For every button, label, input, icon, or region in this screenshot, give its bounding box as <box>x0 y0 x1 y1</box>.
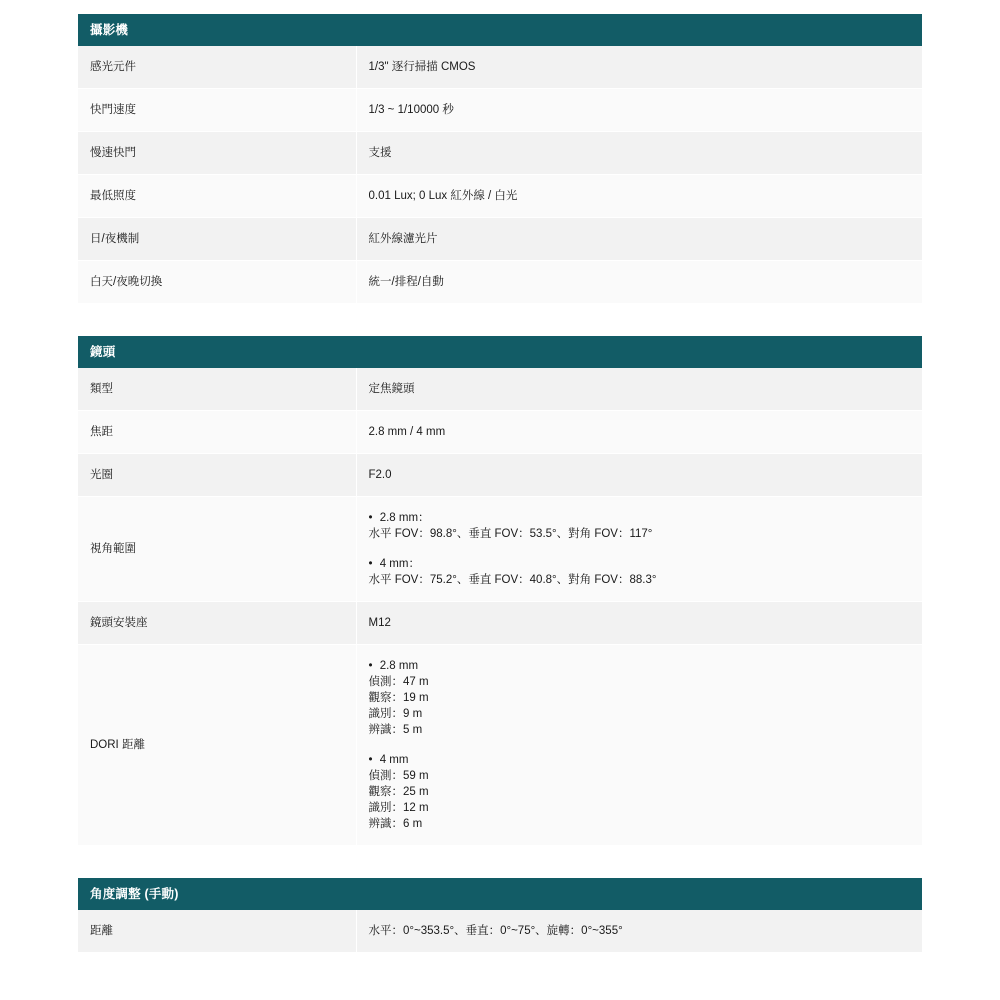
table-row <box>78 46 922 89</box>
spec-value-text: 2.8 mm / 4 mm <box>368 426 446 438</box>
spec-sub-line: 觀察：19 m <box>368 692 429 704</box>
table-row <box>78 261 922 304</box>
spec-label: DORI 距離 <box>78 645 356 846</box>
table-row <box>78 645 922 846</box>
table-row <box>78 411 922 454</box>
table-row <box>78 497 922 602</box>
spec-value-text: 1/3 ~ 1/10000 秒 <box>368 104 454 116</box>
spec-value <box>356 89 922 132</box>
spec-sub-line: 偵測：59 m <box>368 770 429 782</box>
table-row <box>78 89 922 132</box>
spec-bullet-line <box>369 510 913 526</box>
spec-table <box>78 46 922 304</box>
spec-bullet-label: 4 mm： <box>379 558 420 570</box>
spec-sub-line: 辨識：6 m <box>368 818 423 830</box>
spec-value <box>356 645 922 846</box>
table-row <box>78 368 922 411</box>
spec-value-group <box>369 752 913 832</box>
spec-value-text: 支援 <box>368 147 392 159</box>
spec-value-text: 1/3" 逐行掃描 CMOS <box>368 61 476 73</box>
spec-value-text: 0.01 Lux; 0 Lux 紅外線 / 白光 <box>368 190 518 202</box>
section-gap <box>0 846 1000 878</box>
spec-bullet-line <box>369 556 913 572</box>
spec-value-text: M12 <box>368 617 391 629</box>
spec-value <box>356 261 922 304</box>
table-row <box>78 910 922 953</box>
spec-section <box>78 336 922 846</box>
spec-value <box>356 368 922 411</box>
section-gap <box>0 304 1000 336</box>
spec-sub-line: 觀察：25 m <box>368 786 429 798</box>
spec-label: 類型 <box>78 368 356 411</box>
spec-value-group <box>369 510 913 542</box>
spec-sub-line: 偵測：47 m <box>368 676 429 688</box>
spec-value-text: 紅外線濾光片 <box>368 233 438 245</box>
spec-label: 焦距 <box>78 411 356 454</box>
spec-value-group <box>369 658 913 738</box>
spec-label: 感光元件 <box>78 46 356 89</box>
bullet-dot-icon: • <box>368 512 373 524</box>
spec-value <box>356 175 922 218</box>
bullet-dot-icon: • <box>368 660 373 672</box>
spec-bullet-line <box>369 752 913 768</box>
spec-bullet-label: 4 mm <box>379 754 409 766</box>
spec-label: 光圈 <box>78 454 356 497</box>
table-row <box>78 132 922 175</box>
spec-section <box>78 14 922 304</box>
spec-sub-line: 辨識：5 m <box>368 724 423 736</box>
spec-sub-line: 水平 FOV：75.2°、垂直 FOV：40.8°、對角 FOV：88.3° <box>368 574 657 586</box>
spec-label: 慢速快門 <box>78 132 356 175</box>
spec-value-text: 水平：0°~353.5°、垂直：0°~75°、旋轉：0°~355° <box>368 925 623 937</box>
table-row <box>78 175 922 218</box>
spec-value <box>356 132 922 175</box>
spec-value <box>356 497 922 602</box>
spec-sub-line: 識別：12 m <box>368 802 429 814</box>
section-title: 角度調整 (手動) <box>78 878 922 910</box>
spec-value-text: F2.0 <box>368 469 392 481</box>
table-row <box>78 602 922 645</box>
spec-label: 白天/夜晚切換 <box>78 261 356 304</box>
spec-label: 距離 <box>78 910 356 953</box>
spec-label: 快門速度 <box>78 89 356 132</box>
spec-value-text: 統一/排程/自動 <box>368 276 444 288</box>
spec-value <box>356 46 922 89</box>
spec-value <box>356 910 922 953</box>
spec-table <box>78 910 922 953</box>
table-row <box>78 218 922 261</box>
spec-label: 最低照度 <box>78 175 356 218</box>
spec-value <box>356 602 922 645</box>
spec-label: 日/夜機制 <box>78 218 356 261</box>
spec-sub-line: 水平 FOV：98.8°、垂直 FOV：53.5°、對角 FOV：117° <box>368 528 653 540</box>
spec-label: 鏡頭安裝座 <box>78 602 356 645</box>
bullet-dot-icon: • <box>368 754 373 766</box>
spec-bullet-line <box>369 658 913 674</box>
spec-value <box>356 454 922 497</box>
spec-value-text: 定焦鏡頭 <box>368 383 415 395</box>
spec-value <box>356 218 922 261</box>
spec-section <box>78 878 922 953</box>
spec-label: 視角範圍 <box>78 497 356 602</box>
spec-table <box>78 368 922 846</box>
spec-value <box>356 411 922 454</box>
spec-sub-line: 識別：9 m <box>368 708 423 720</box>
bullet-dot-icon: • <box>368 558 373 570</box>
spec-value-group <box>369 556 913 588</box>
section-title: 鏡頭 <box>78 336 922 368</box>
spec-sections <box>0 14 1000 953</box>
table-row <box>78 454 922 497</box>
spec-bullet-label: 2.8 mm <box>379 660 419 672</box>
section-title: 攝影機 <box>78 14 922 46</box>
spec-bullet-label: 2.8 mm： <box>379 512 430 524</box>
